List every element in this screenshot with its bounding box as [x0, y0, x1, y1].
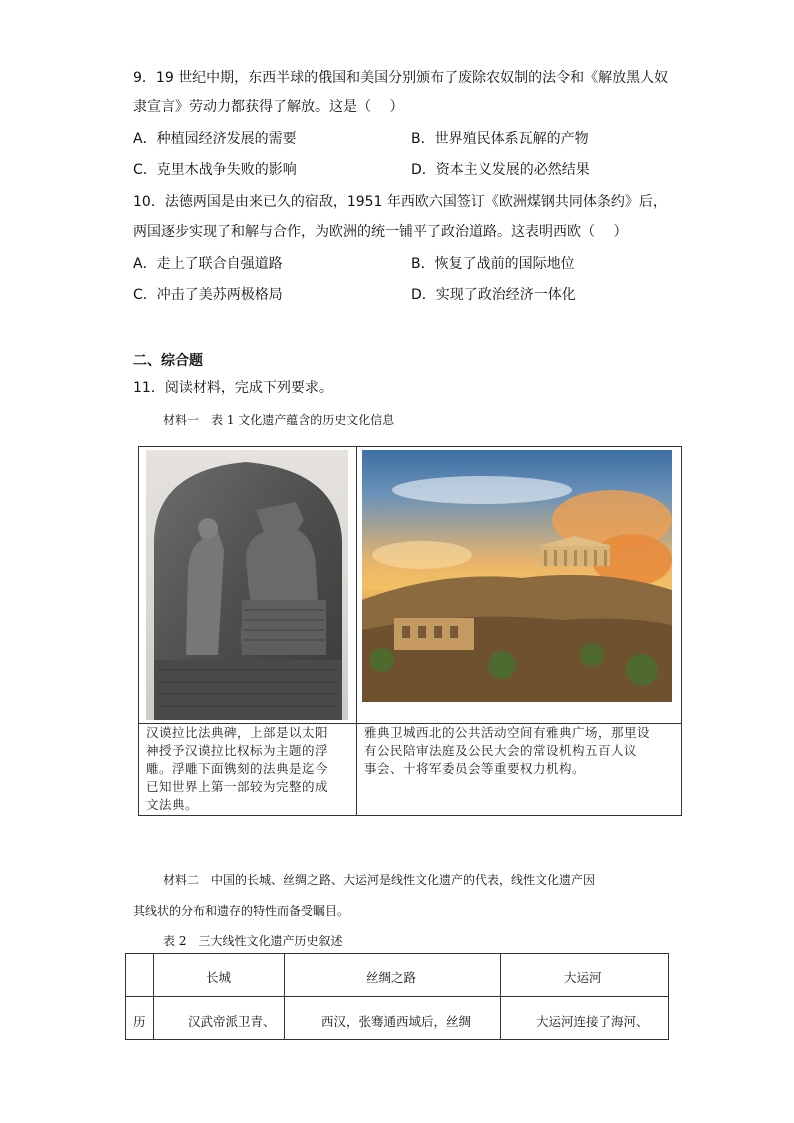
table2-label: 表 2 三大线性文化遗产历史叙述	[163, 934, 343, 948]
material2-line2: 其线状的分布和遗存的特性而备受瞩目。	[133, 904, 350, 918]
q10-option-d: D．实现了政治经济一体化	[411, 287, 576, 303]
caption-line: 文法典。	[146, 797, 199, 812]
table1-column-divider	[356, 447, 357, 815]
table2-row-divider	[126, 996, 668, 997]
table1-right-caption	[364, 724, 650, 778]
table2-row-label: 历	[133, 1014, 146, 1029]
table2-cell-great-wall: 汉武帝派卫青、	[188, 1014, 276, 1029]
material2-line1: 材料二 中国的长城、丝绸之路、大运河是线性文化遗产的代表，线性文化遗产因	[163, 873, 596, 887]
section-title: 二、综合题	[133, 353, 203, 369]
table1-left-caption	[146, 724, 328, 814]
table2	[125, 953, 669, 1040]
q9-option-b: B．世界殖民体系瓦解的产物	[411, 131, 589, 147]
hammurabi-stele-image	[146, 450, 348, 720]
q10-option-b: B．恢复了战前的国际地位	[411, 256, 575, 272]
caption-line: 雕。浮雕下面镌刻的法典是迄今	[146, 761, 329, 776]
q10-option-a: A．走上了联合自强道路	[133, 256, 283, 272]
q9-stem-line1: 9．19 世纪中期，东西半球的俄国和美国分别颁布了废除农奴制的法令和《解放黑人奴	[133, 70, 669, 86]
q9-option-d: D．资本主义发展的必然结果	[411, 162, 590, 178]
caption-line: 神授予汉谟拉比权标为主题的浮	[146, 743, 329, 758]
q10-stem-line1: 10．法德两国是由来已久的宿敌，1951 年西欧六国签订《欧洲煤钢共同体条约》后，	[133, 194, 667, 210]
caption-line: 有公民陪审法庭及公民大会的常设机构五百人议	[364, 743, 638, 758]
q9-option-a: A．种植园经济发展的需要	[133, 131, 297, 147]
q10-option-c: C．冲击了美苏两极格局	[133, 287, 283, 303]
q11-stem: 11．阅读材料，完成下列要求。	[133, 380, 333, 396]
caption-line: 已知世界上第一部较为完整的成	[146, 779, 329, 794]
caption-line: 雅典卫城西北的公共活动空间有雅典广场，那里设	[364, 725, 651, 740]
q9-stem-line2: 隶宣言》劳动力都获得了解放。这是（ ）	[133, 99, 404, 115]
athens-acropolis-image	[362, 450, 672, 702]
caption-line: 汉谟拉比法典碑，上部是以太阳	[146, 725, 329, 740]
caption-line: 事会、十将军委员会等重要权力机构。	[364, 761, 586, 776]
material1-label: 材料一 表 1 文化遗产蕴含的历史文化信息	[163, 413, 395, 427]
table2-header-silk-road: 丝绸之路	[366, 970, 417, 985]
table2-header-great-wall: 长城	[206, 970, 232, 985]
table2-header-grand-canal: 大运河	[564, 970, 602, 985]
q9-option-c: C．克里木战争失败的影响	[133, 162, 297, 178]
table2-cell-grand-canal: 大运河连接了海河、	[536, 1014, 649, 1029]
table2-cell-silk-road: 西汉，张骞通西域后，丝绸	[321, 1014, 472, 1029]
q10-stem-line2: 两国逐步实现了和解与合作，为欧洲的统一铺平了政治道路。这表明西欧（ ）	[133, 224, 628, 240]
